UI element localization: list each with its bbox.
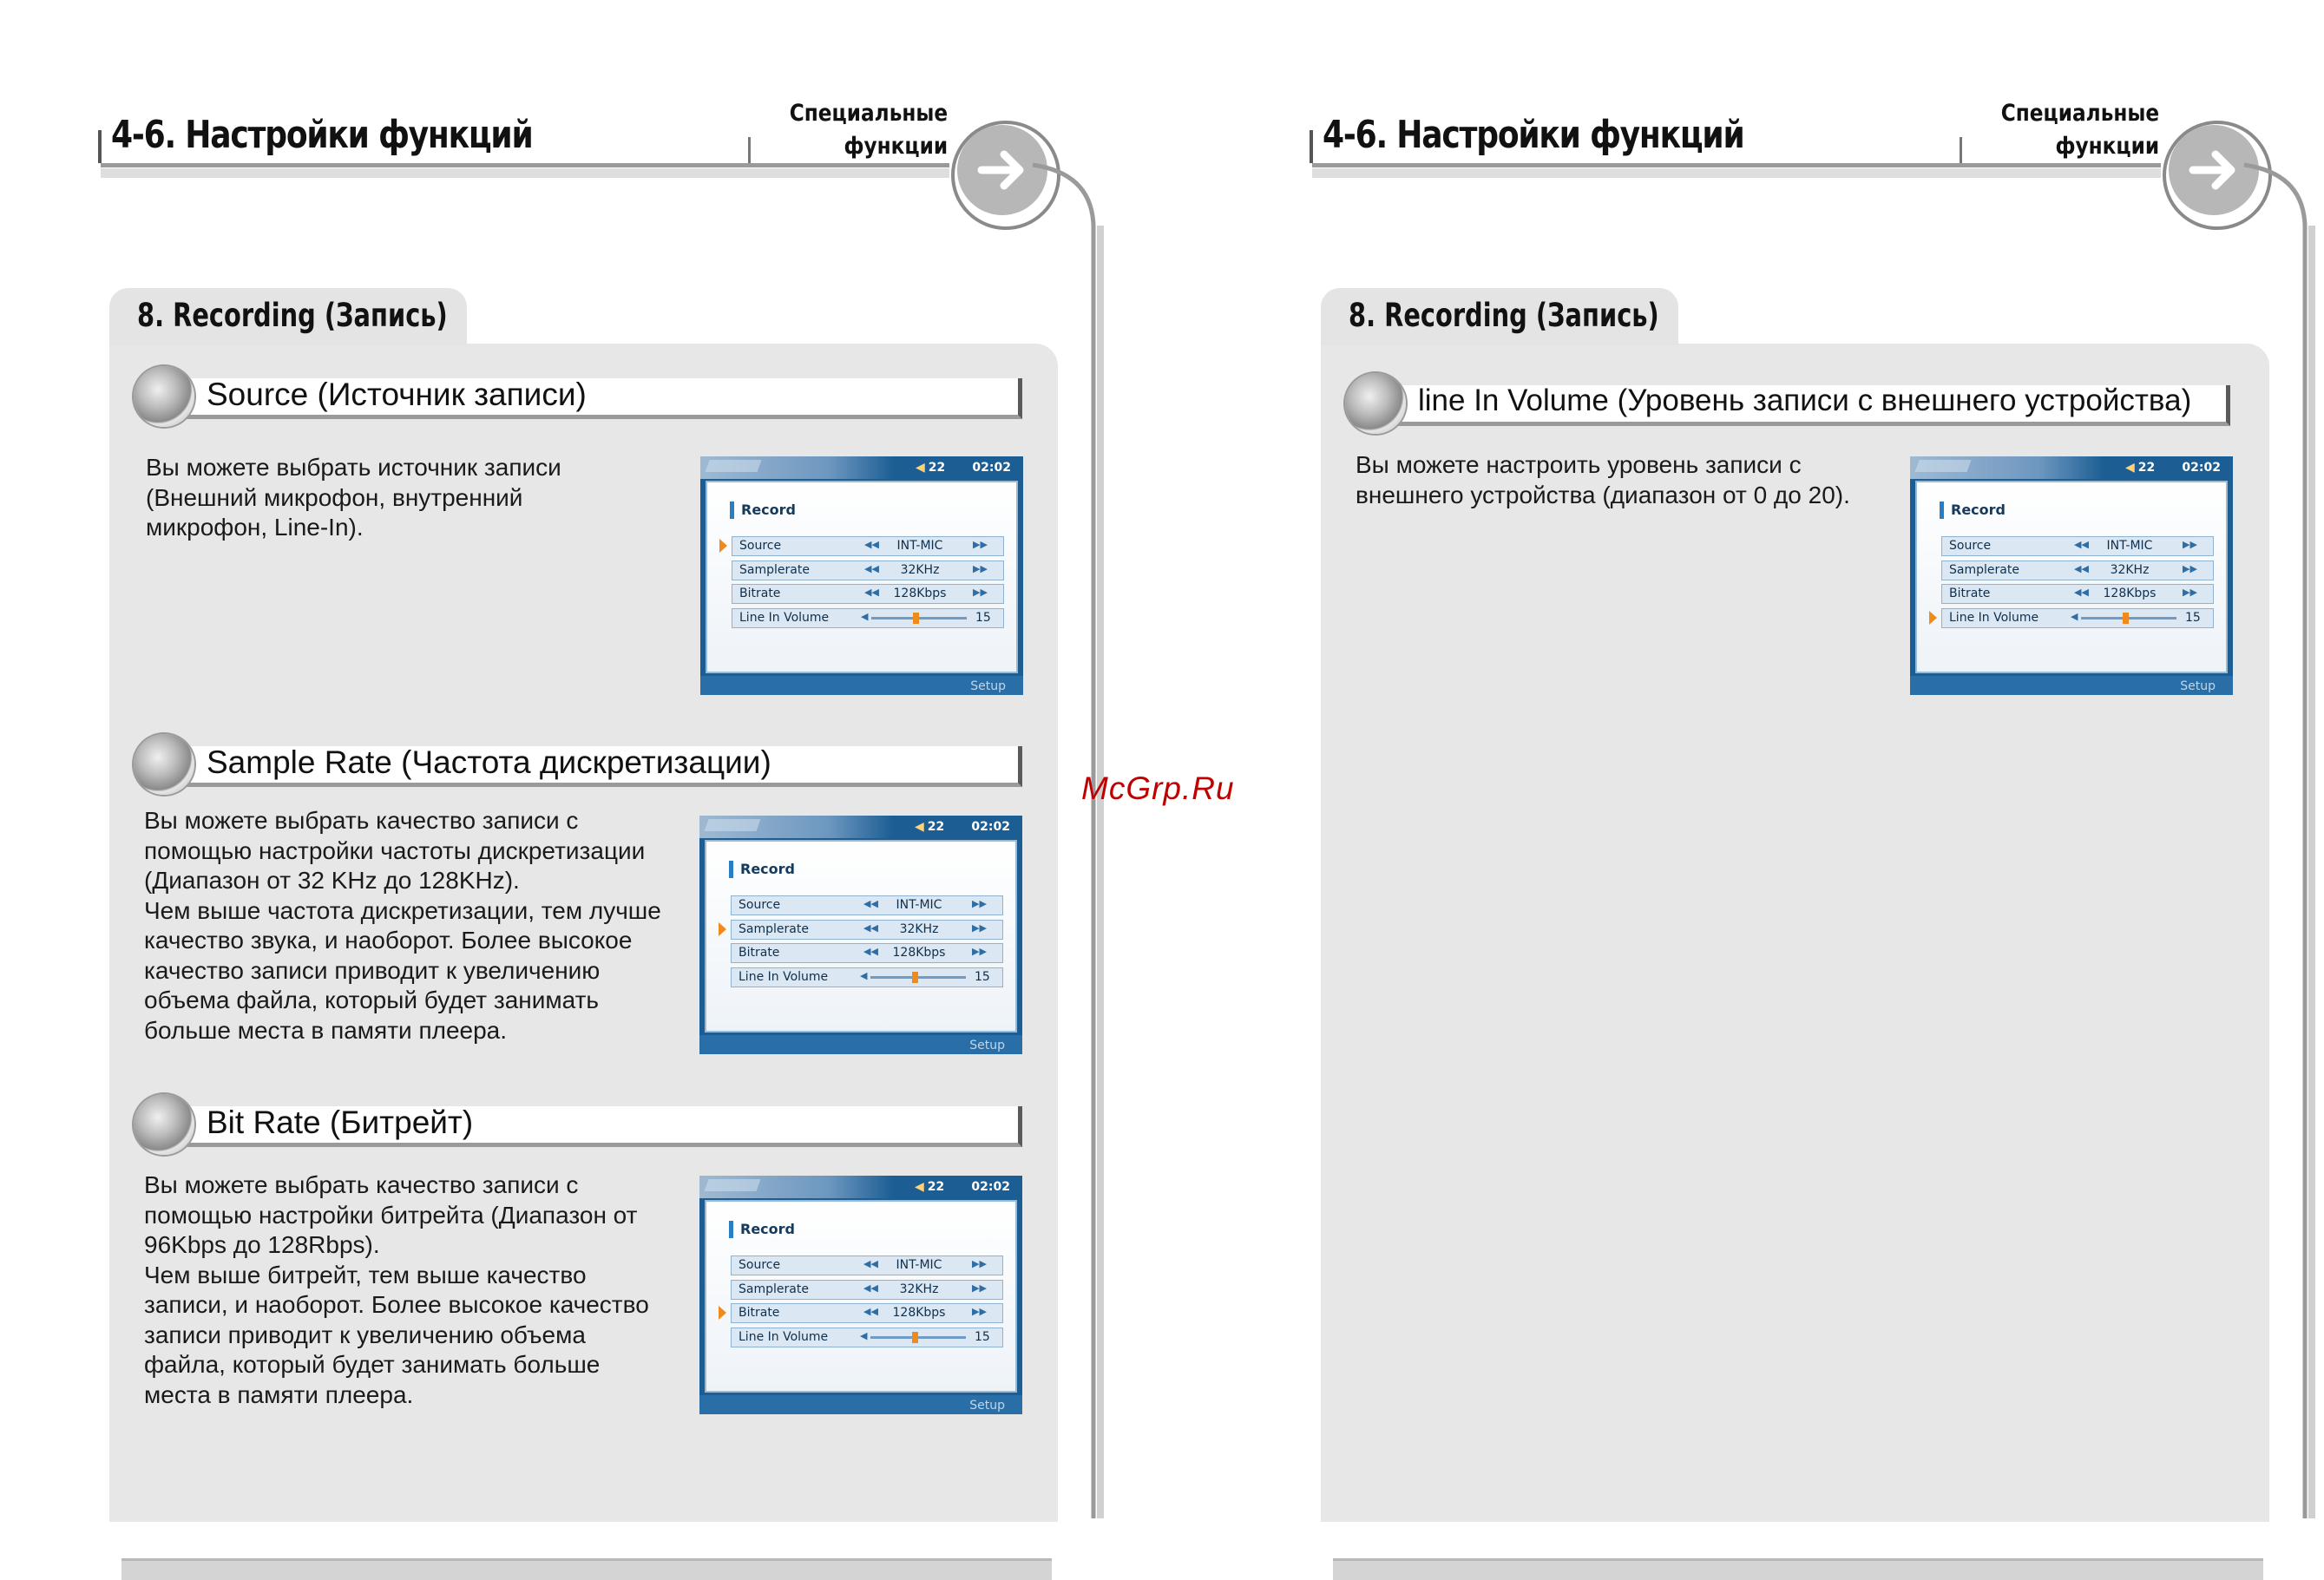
title-underline-shadow <box>1312 168 2161 178</box>
device-bottom-bar <box>699 1395 1022 1414</box>
arrow-left-icon: ◀◀ <box>863 1258 878 1269</box>
section-label-line2: функции <box>2055 133 2159 160</box>
menu-row <box>731 920 1003 940</box>
arrow-left-icon: ◀ <box>860 1329 868 1341</box>
device-screen <box>705 1200 1017 1393</box>
subsection-heading: Bit Rate (Битрейт) <box>207 1105 474 1140</box>
arrow-left-icon: ◀◀ <box>863 1306 878 1317</box>
menu-row-value: 15 <box>2185 610 2201 625</box>
device-bottom-bar <box>699 1035 1022 1054</box>
menu-row <box>732 561 1004 580</box>
subsection-header-source <box>134 370 1022 422</box>
menu-row-value: 128Kbps <box>893 587 947 600</box>
selection-cursor-icon <box>719 539 727 553</box>
section-tab <box>109 288 467 345</box>
menu-row <box>731 967 1003 987</box>
arrow-right-icon: ▶▶ <box>972 898 987 909</box>
arrow-right-icon: ▶▶ <box>972 1306 987 1317</box>
arrow-left-icon: ◀◀ <box>864 539 879 550</box>
arrow-left-icon: ◀◀ <box>863 921 878 934</box>
menu-row-label: Line In Volume <box>739 1329 829 1344</box>
menu-row-label: Line In Volume <box>739 610 830 625</box>
arrow-right-icon: ▶▶ <box>972 921 987 934</box>
battery-indicator: ◀ 22 <box>2125 461 2156 475</box>
menu-row-value: 32KHz <box>900 562 940 577</box>
volume-slider <box>870 976 966 979</box>
menu-row <box>732 536 1004 556</box>
bullet-circle-icon <box>134 734 194 795</box>
section-label-line2: функции <box>844 133 948 160</box>
menu-row-label: Samplerate <box>739 562 810 577</box>
menu-row <box>1941 608 2214 628</box>
page-footer-bar <box>1333 1558 2263 1580</box>
bullet-circle-icon <box>134 366 194 427</box>
clock: 02:02 <box>972 461 1011 475</box>
section-label-line1: Специальные <box>789 100 948 127</box>
footer-label: Setup <box>2180 679 2216 693</box>
menu-row-value: 128Kbps <box>892 1306 946 1320</box>
menu-row <box>732 584 1004 604</box>
arrow-left-icon: ◀◀ <box>863 898 878 909</box>
menu-row-label: Samplerate <box>739 1282 809 1296</box>
battery-value: 22 <box>2137 461 2156 475</box>
volume-slider-knob <box>2123 613 2129 624</box>
section-label <box>790 97 948 163</box>
device-screenshot-source <box>700 456 1023 695</box>
arrow-left-icon: ◀◀ <box>2074 562 2089 574</box>
subsection-text: Вы можете выбрать качество записи с помощью настройки частоты дискретизации (Диапазон от 32 KHz до 128KHz). Чем выше частота дискретизации, тем лучше качество звука, и наоборот. Более высокое качество записи приводит к увеличению объема файла, который будет занимать больше места в памяти плеера. <box>144 807 661 1044</box>
menu-row-label: Bitrate <box>739 946 780 960</box>
subsection-text: Вы можете настроить уровень записи с внешнего устройства (диапазон от 0 до 20). <box>1356 451 1850 508</box>
section-label <box>2001 97 2159 163</box>
section-tab-label: 8. Recording (Запись) <box>137 297 448 334</box>
section-tab-label: 8. Recording (Запись) <box>1349 297 1659 334</box>
menu-row-value: INT-MIC <box>896 539 943 553</box>
battery-indicator: ◀ 22 <box>915 1180 945 1194</box>
menu-row <box>732 608 1004 628</box>
arrow-right-icon: ▶▶ <box>972 1282 987 1294</box>
device-logo <box>704 819 760 831</box>
device-status-bar <box>1910 456 2233 479</box>
device-screenshot-linein <box>1910 456 2233 695</box>
subsection-heading: Sample Rate (Частота дискретизации) <box>207 744 771 780</box>
subsection-text: Вы можете выбрать источник записи (Внешний микрофон, внутренний микрофон, Line-In). <box>146 454 561 541</box>
menu-row-value: 32KHz <box>899 921 939 936</box>
menu-title: Record <box>1940 502 2006 519</box>
subsection-heading: Source (Источник записи) <box>207 377 587 412</box>
menu-row-label: Source <box>1949 539 1992 553</box>
watermark: McGrp.Ru <box>1081 770 1235 806</box>
menu-row <box>731 1328 1003 1347</box>
selection-cursor-icon <box>1929 611 1937 625</box>
menu-row <box>731 1280 1003 1300</box>
menu-row-label: Samplerate <box>739 921 809 936</box>
menu-row-value: 128Kbps <box>892 946 946 960</box>
volume-slider <box>870 1336 966 1339</box>
bullet-circle-icon <box>134 1094 194 1155</box>
clock: 02:02 <box>971 1180 1010 1194</box>
menu-row-value: 32KHz <box>2110 562 2150 577</box>
device-status-bar <box>699 816 1022 838</box>
menu-title: Record <box>730 502 796 519</box>
arrow-right-icon: ▶▶ <box>973 539 988 550</box>
title-underline-shadow <box>101 168 949 178</box>
device-screenshot-samplerate <box>699 816 1022 1054</box>
page-footer-bar <box>121 1558 1052 1580</box>
menu-row-value: 15 <box>975 610 991 625</box>
menu-row <box>1941 561 2214 580</box>
title-underline <box>1312 163 2161 167</box>
menu-row <box>731 1255 1003 1275</box>
menu-row-value: 15 <box>975 969 990 984</box>
battery-indicator: ◀ 22 <box>915 820 945 834</box>
volume-slider-knob <box>912 1332 918 1343</box>
arrow-left-icon: ◀ <box>861 610 869 622</box>
menu-row-label: Source <box>739 1258 781 1272</box>
footer-label: Setup <box>969 1399 1005 1413</box>
menu-row-label: Bitrate <box>1949 587 1991 600</box>
section-tab <box>1321 288 1678 345</box>
selection-cursor-icon <box>719 922 726 936</box>
menu-row <box>1941 584 2214 604</box>
arrow-left-icon: ◀◀ <box>2074 539 2089 550</box>
menu-row-value: INT-MIC <box>896 1258 942 1272</box>
arrow-right-icon: ▶▶ <box>972 946 987 957</box>
arrow-left-icon: ◀ <box>2071 610 2078 622</box>
subsection-text: Вы можете выбрать качество записи с помощью настройки битрейта (Диапазон от 96Kbps до 128Rbps). Чем выше битрейт, тем выше качество записи, и наоборот. Более высокое качество записи приводит к увеличению объема файла, который будет занимать больше места в памяти плеера. <box>144 1171 649 1408</box>
menu-row-label: Line In Volume <box>1949 610 2039 625</box>
menu-row-label: Samplerate <box>1949 562 2019 577</box>
volume-slider-knob <box>913 613 919 624</box>
device-status-bar <box>699 1176 1022 1198</box>
menu-row-label: Source <box>739 539 782 553</box>
arrow-left-icon: ◀◀ <box>864 587 879 598</box>
arrow-left-icon: ◀◀ <box>863 1282 878 1294</box>
battery-value: 22 <box>927 820 945 834</box>
right-page <box>1211 0 2324 1577</box>
arrow-left-icon: ◀◀ <box>864 562 879 574</box>
section-divider <box>748 137 751 163</box>
menu-row-value: INT-MIC <box>2106 539 2153 553</box>
arrow-right-icon: ▶▶ <box>2183 539 2197 550</box>
subsection-header-linein <box>1345 377 2230 429</box>
battery-value: 22 <box>928 461 946 475</box>
device-screenshot-bitrate <box>699 1176 1022 1414</box>
bullet-circle-icon <box>1345 373 1406 434</box>
arrow-left-icon: ◀ <box>860 969 868 981</box>
menu-row-value: INT-MIC <box>896 898 942 912</box>
clock: 02:02 <box>2182 461 2221 475</box>
menu-row-label: Source <box>739 898 781 912</box>
page-title: 4-6. Настройки функций <box>111 113 533 157</box>
menu-row-value: 15 <box>975 1329 990 1344</box>
selection-cursor-icon <box>719 1306 726 1320</box>
menu-row-value: 128Kbps <box>2103 587 2157 600</box>
device-screen <box>1915 481 2228 673</box>
battery-value: 22 <box>927 1180 945 1194</box>
arrow-left-icon: ◀◀ <box>863 946 878 957</box>
arrow-right-icon: ▶▶ <box>2183 587 2197 598</box>
arrow-right-icon: ▶▶ <box>972 1258 987 1269</box>
section-label-line1: Специальные <box>2000 100 2159 127</box>
battery-indicator: ◀ 22 <box>916 461 946 475</box>
menu-row-value: 32KHz <box>899 1282 939 1296</box>
subsection-header-samplerate <box>134 738 1022 790</box>
arrow-right-icon: ▶▶ <box>2183 562 2197 574</box>
title-tick <box>1310 130 1313 163</box>
menu-row-label: Line In Volume <box>739 969 829 984</box>
menu-row <box>731 1303 1003 1323</box>
menu-title: Record <box>729 861 795 878</box>
device-screen <box>705 840 1017 1033</box>
subsection-heading: line In Volume (Уровень записи с внешнего устройства) <box>1418 384 2192 417</box>
device-bottom-bar <box>700 676 1023 695</box>
menu-row-label: Bitrate <box>739 1306 780 1320</box>
volume-slider <box>2081 617 2176 620</box>
volume-slider-knob <box>912 972 918 983</box>
menu-row-label: Bitrate <box>739 587 781 600</box>
device-logo <box>705 460 761 472</box>
title-tick <box>98 130 102 163</box>
title-underline <box>101 163 949 167</box>
page-title: 4-6. Настройки функций <box>1323 113 1744 157</box>
menu-row <box>731 943 1003 963</box>
footer-label: Setup <box>970 679 1006 693</box>
clock: 02:02 <box>971 820 1010 834</box>
footer-label: Setup <box>969 1039 1005 1052</box>
menu-title: Record <box>729 1221 795 1238</box>
device-status-bar <box>700 456 1023 479</box>
menu-row <box>1941 536 2214 556</box>
device-logo <box>704 1179 760 1191</box>
arrow-right-icon: ▶▶ <box>973 562 988 574</box>
device-screen <box>706 481 1018 673</box>
section-divider <box>1960 137 1962 163</box>
menu-row <box>731 895 1003 915</box>
device-logo <box>1914 460 1971 472</box>
subsection-header-bitrate <box>134 1098 1022 1150</box>
arrow-right-icon: ▶▶ <box>973 587 988 598</box>
device-bottom-bar <box>1910 676 2233 695</box>
arrow-left-icon: ◀◀ <box>2074 587 2089 598</box>
volume-slider <box>871 617 967 620</box>
